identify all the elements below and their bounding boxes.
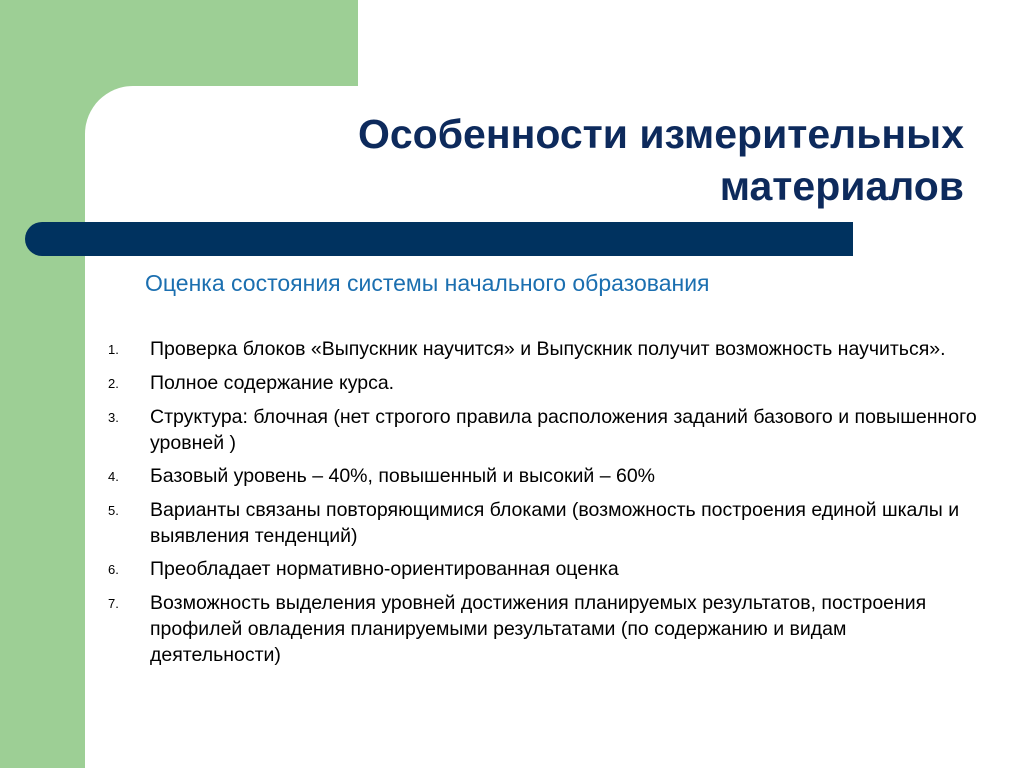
list-item-text: Структура: блочная (нет строгого правила расположения заданий базового и повышенного уровней ) — [150, 406, 977, 454]
list-item-text: Полное содержание курса. — [150, 372, 395, 394]
list-item — [108, 370, 988, 397]
slide-title — [204, 108, 964, 212]
list-item-number: 5. — [108, 503, 119, 518]
numbered-list — [108, 336, 988, 675]
list-item-number: 6. — [108, 562, 119, 577]
list-item-text: Преобладает нормативно-ориентированная оценка — [150, 558, 619, 580]
list-item-number: 3. — [108, 410, 119, 425]
list-item-number: 4. — [108, 469, 119, 484]
slide-title-line1: Особенности измерительных — [357, 111, 964, 157]
list-item — [108, 404, 988, 456]
list-item-text: Возможность выделения уровней достижения планируемых результатов, построения профилей овладения планируемыми результатами (по содержанию и видам деятельности) — [150, 592, 927, 666]
list-item-text: Варианты связаны повторяющимися блоками (возможность построения единой шкалы и выявления тенденций) — [150, 499, 960, 547]
slide-title-line2: материалов — [719, 163, 964, 209]
list-item — [108, 336, 988, 363]
title-divider-bar — [25, 222, 853, 256]
list-item-text: Проверка блоков «Выпускник научится» и Выпускник получит возможность научиться». — [150, 338, 946, 360]
slide-subtitle: Оценка состояния системы начального образования — [145, 270, 710, 296]
list-item-number: 1. — [108, 342, 119, 357]
list-item-number: 2. — [108, 376, 119, 391]
list-item — [108, 463, 988, 490]
list-item-text: Базовый уровень – 40%, повышенный и высокий – 60% — [150, 465, 656, 487]
list-item-number: 7. — [108, 596, 119, 611]
list-item — [108, 497, 988, 549]
list-item — [108, 556, 988, 583]
list-item — [108, 590, 988, 668]
